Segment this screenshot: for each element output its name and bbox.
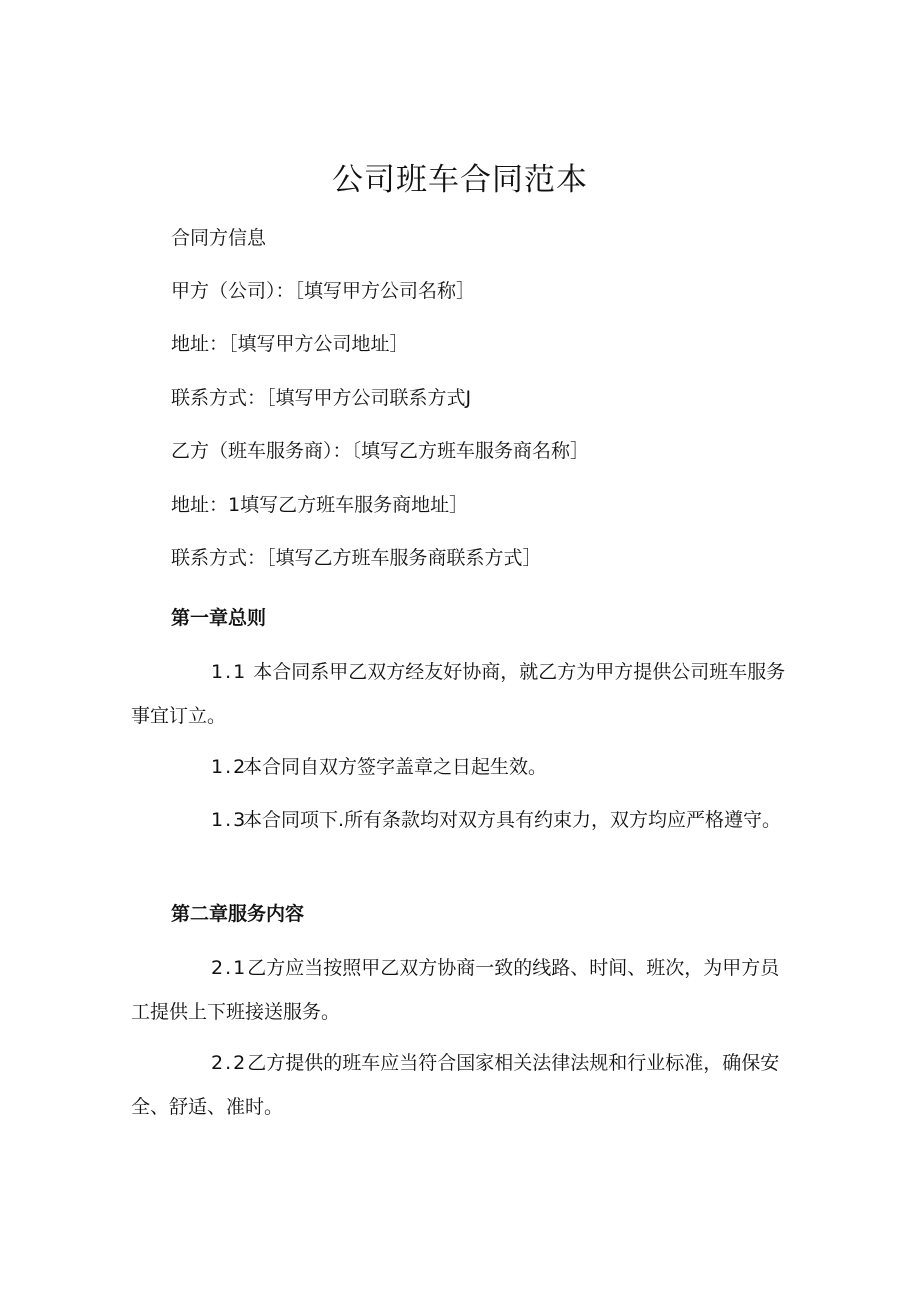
clause-text: 本合同项下.所有条款均对双方具有约束力，双方均应严格遵守。 <box>243 809 782 831</box>
chapter-2-heading: 第二章服务内容 <box>171 903 305 925</box>
clause-text: 本合同系甲乙双方经友好协商，就乙方为甲方提供公司班车服务事宜订立。 <box>131 661 786 727</box>
clause-2-2 <box>131 1041 791 1129</box>
party-a-address: 地址：［填写甲方公司地址］ <box>171 333 409 355</box>
party-a-name: 甲方（公司）：［填写甲方公司名称］ <box>171 280 476 302</box>
clause-number: 1.3 <box>211 809 248 831</box>
party-a-contact: 联系方式：［填写甲方公司联系方式J <box>171 387 472 409</box>
clause-1-1 <box>131 650 791 738</box>
party-b-contact: 联系方式：［填写乙方班车服务商联系方式］ <box>171 547 542 569</box>
document-title: 公司班车合同范本 <box>332 162 588 198</box>
chapter-1-heading: 第一章总则 <box>171 607 267 629</box>
clause-text: 乙方应当按照甲乙双方协商一致的线路、时间、班次，为甲方员工提供上下班接送服务。 <box>131 957 780 1023</box>
party-b-address: 地址：1填写乙方班车服务商地址］ <box>171 494 469 516</box>
clause-1-3 <box>131 798 791 842</box>
clause-1-2 <box>131 745 791 789</box>
clause-2-1 <box>131 946 791 1034</box>
party-b-name: 乙方（班车服务商）：〔填写乙方班车服务商名称］ <box>171 440 590 462</box>
clause-text: 本合同自双方签字盖章之日起生效。 <box>243 756 548 778</box>
parties-heading: 合同方信息 <box>171 227 267 249</box>
clause-number: 2.1 <box>211 957 248 979</box>
clause-number: 1.2 <box>211 756 248 778</box>
clause-number: 2.2 <box>211 1052 248 1074</box>
clause-number: 1.1 <box>211 661 248 683</box>
clause-text: 乙方提供的班车应当符合国家相关法律法规和行业标准，确保安全、舒适、准时。 <box>131 1052 780 1118</box>
